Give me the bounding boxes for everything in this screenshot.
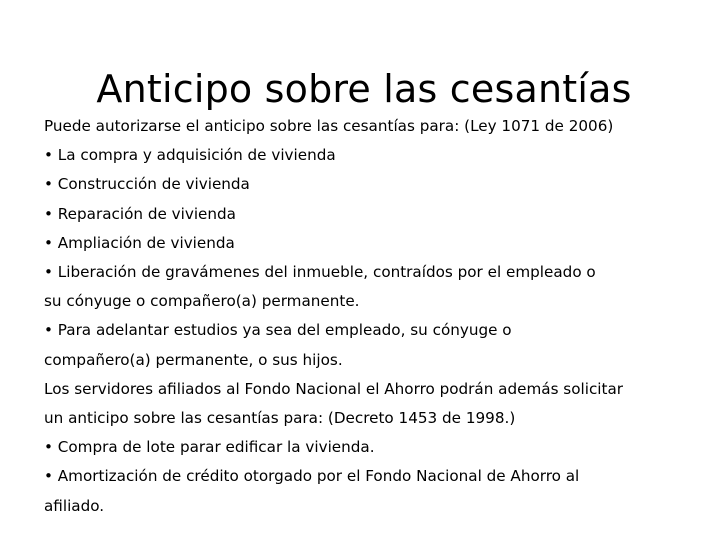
intro-ley-line: Puede autorizarse el anticipo sobre las cesantías para: (Ley 1071 de 2006)	[44, 117, 614, 135]
bullet-amortizacion-credito-cont: afiliado.	[44, 496, 105, 515]
bullet-reparacion-vivienda: • Reparación de vivienda	[44, 204, 236, 223]
bullet-compra-lote: • Compra de lote parar edificar la vivienda.	[44, 438, 375, 457]
bullet-liberacion-gravamenes: • Liberación de gravámenes del inmueble, contraídos por el empleado o	[44, 263, 596, 282]
bullet-estudios-cont: compañero(a) permanente, o sus hijos.	[44, 350, 343, 369]
bullet-liberacion-gravamenes-cont: su cónyuge o compañero(a) permanente.	[44, 292, 360, 311]
slide-title: Anticipo sobre las cesantías	[96, 67, 632, 112]
fondo-nacional-line: Los servidores afiliados al Fondo Nacional el Ahorro podrán además solicitar	[44, 379, 624, 398]
bullet-ampliacion-vivienda: • Ampliación de vivienda	[44, 233, 235, 252]
decreto-line: un anticipo sobre las cesantías para: (Decreto 1453 de 1998.)	[44, 409, 516, 428]
bullet-compra-vivienda: • La compra y adquisición de vivienda	[44, 146, 336, 165]
bullet-construccion-vivienda: • Construcción de vivienda	[44, 175, 250, 194]
bullet-estudios: • Para adelantar estudios ya sea del empleado, su cónyuge o	[44, 321, 512, 340]
slide-body	[44, 112, 724, 521]
bullet-amortizacion-credito: • Amortización de crédito otorgado por el Fondo Nacional de Ahorro al	[44, 467, 580, 486]
